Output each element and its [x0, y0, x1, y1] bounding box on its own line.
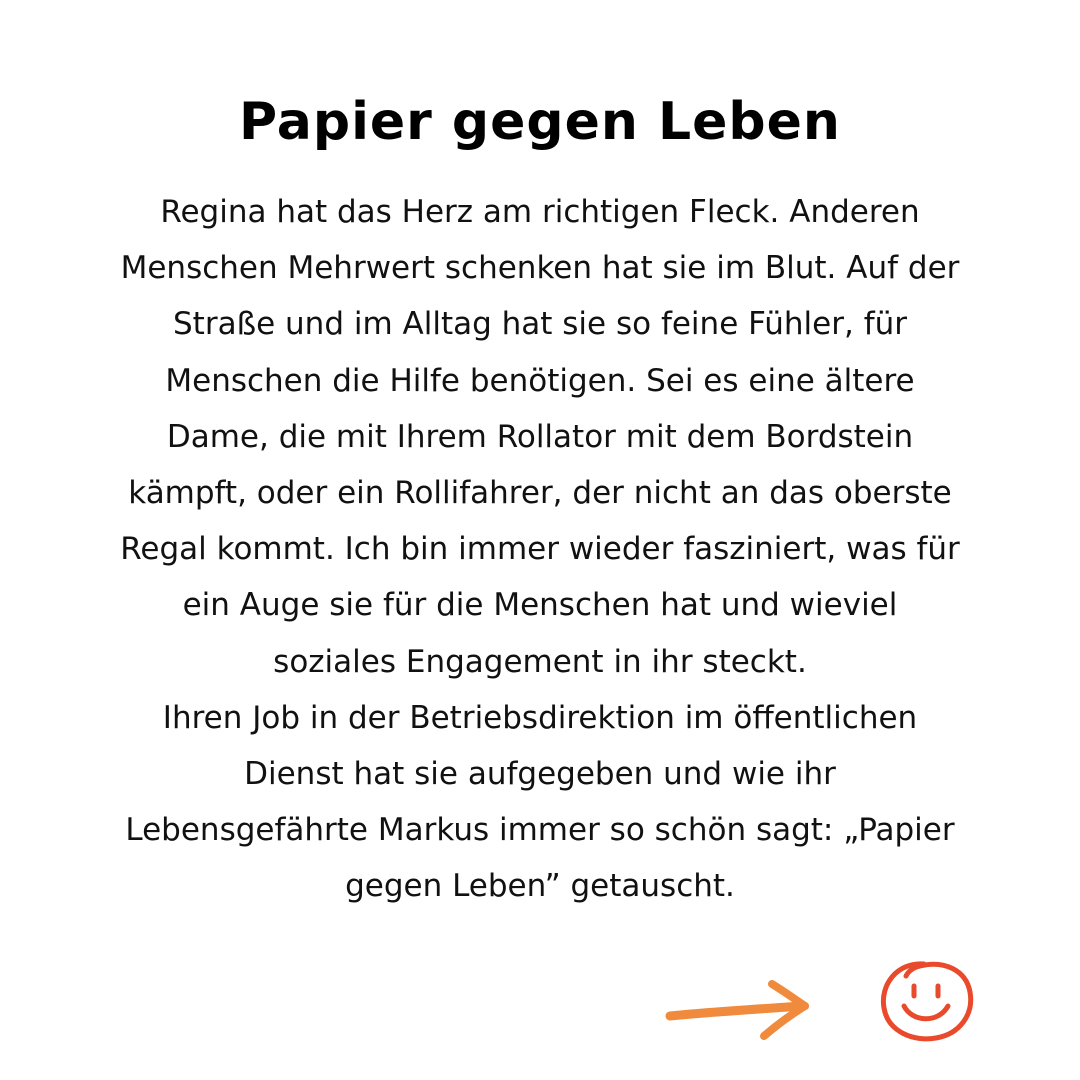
- body-line: Straße und im Alltag hat sie so feine Fühler, für: [173, 306, 907, 343]
- page-title: Papier gegen Leben: [239, 92, 841, 152]
- body-line: Menschen die Hilfe benötigen. Sei es eine ältere: [165, 362, 915, 399]
- body-line: Regina hat das Herz am richtigen Fleck. Anderen: [160, 194, 920, 230]
- body-paragraph: [40, 184, 1040, 915]
- body-line: soziales Engagement in ihr steckt.: [273, 643, 807, 680]
- arrow-right-icon[interactable]: [660, 972, 820, 1052]
- body-line: Dienst hat sie aufgegeben und wie ihr: [244, 756, 836, 793]
- body-line: Dame, die mit Ihrem Rollator mit dem Bordstein: [166, 418, 914, 455]
- body-line: Menschen Mehrwert schenken hat sie im Blut. Auf der: [120, 250, 960, 287]
- smiley-face-icon: [874, 956, 980, 1046]
- body-line: gegen Leben” getauscht.: [345, 868, 735, 905]
- body-line: kämpft, oder ein Rollifahrer, der nicht an das oberste: [128, 475, 952, 512]
- body-line: Ihren Job in der Betriebsdirektion im öffentlichen: [162, 699, 918, 736]
- body-line: ein Auge sie für die Menschen hat und wieviel: [182, 587, 898, 624]
- body-line: Regal kommt. Ich bin immer wieder fasziniert, was für: [120, 531, 960, 568]
- body-line: Lebensgefährte Markus immer so schön sagt: „Papier: [125, 812, 955, 849]
